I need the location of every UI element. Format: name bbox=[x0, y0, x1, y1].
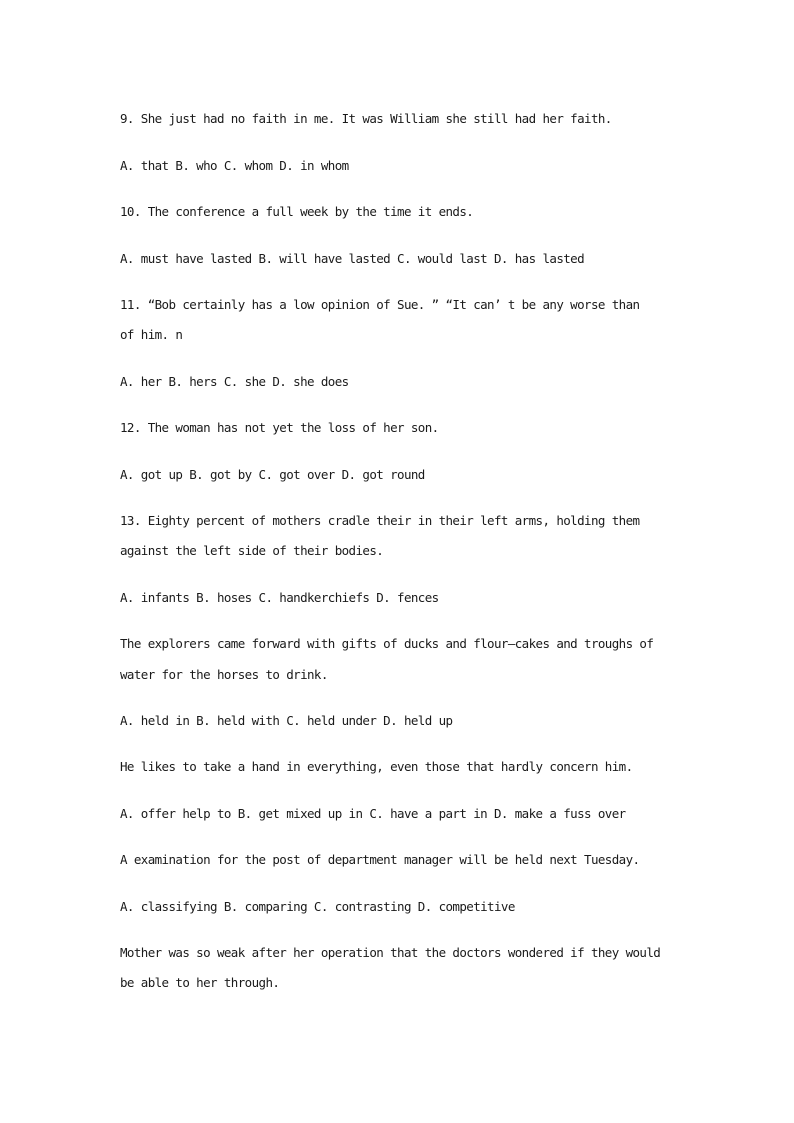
question-14-options: A. held in B. held with C. held under D. held up bbox=[120, 713, 453, 728]
question-10: 10. The conference a full week by the time it ends. bbox=[120, 204, 474, 219]
question-17-line-2: be able to her through. bbox=[120, 975, 280, 990]
question-17-line-1: Mother was so weak after her operation that the doctors wondered if they would bbox=[120, 945, 661, 960]
question-16: A examination for the post of department manager will be held next Tuesday. bbox=[120, 852, 640, 867]
question-13-line-1: 13. Eighty percent of mothers cradle their in their left arms, holding them bbox=[120, 513, 640, 528]
question-11-line-2: of him. n bbox=[120, 327, 183, 342]
question-12-options: A. got up B. got by C. got over D. got round bbox=[120, 467, 425, 482]
question-13-options: A. infants B. hoses C. handkerchiefs D. fences bbox=[120, 590, 439, 605]
question-11-options: A. her B. hers C. she D. she does bbox=[120, 374, 349, 389]
question-11-line-1: 11. “Bob certainly has a low opinion of Sue. ” “It can’ t be any worse than bbox=[120, 297, 640, 312]
question-15: He likes to take a hand in everything, even those that hardly concern him. bbox=[120, 759, 633, 774]
question-13-line-2: against the left side of their bodies. bbox=[120, 543, 384, 558]
question-14-line-2: water for the horses to drink. bbox=[120, 667, 328, 682]
question-15-options: A. offer help to B. get mixed up in C. have a part in D. make a fuss over bbox=[120, 806, 626, 821]
question-14-line-1: The explorers came forward with gifts of ducks and flour—cakes and troughs of bbox=[120, 636, 654, 651]
question-10-options: A. must have lasted B. will have lasted C. would last D. has lasted bbox=[120, 251, 585, 266]
question-12: 12. The woman has not yet the loss of her son. bbox=[120, 420, 439, 435]
question-9-options: A. that B. who C. whom D. in whom bbox=[120, 158, 349, 173]
question-16-options: A. classifying B. comparing C. contrasting D. competitive bbox=[120, 899, 515, 914]
question-9: 9. She just had no faith in me. It was William she still had her faith. bbox=[120, 111, 612, 126]
